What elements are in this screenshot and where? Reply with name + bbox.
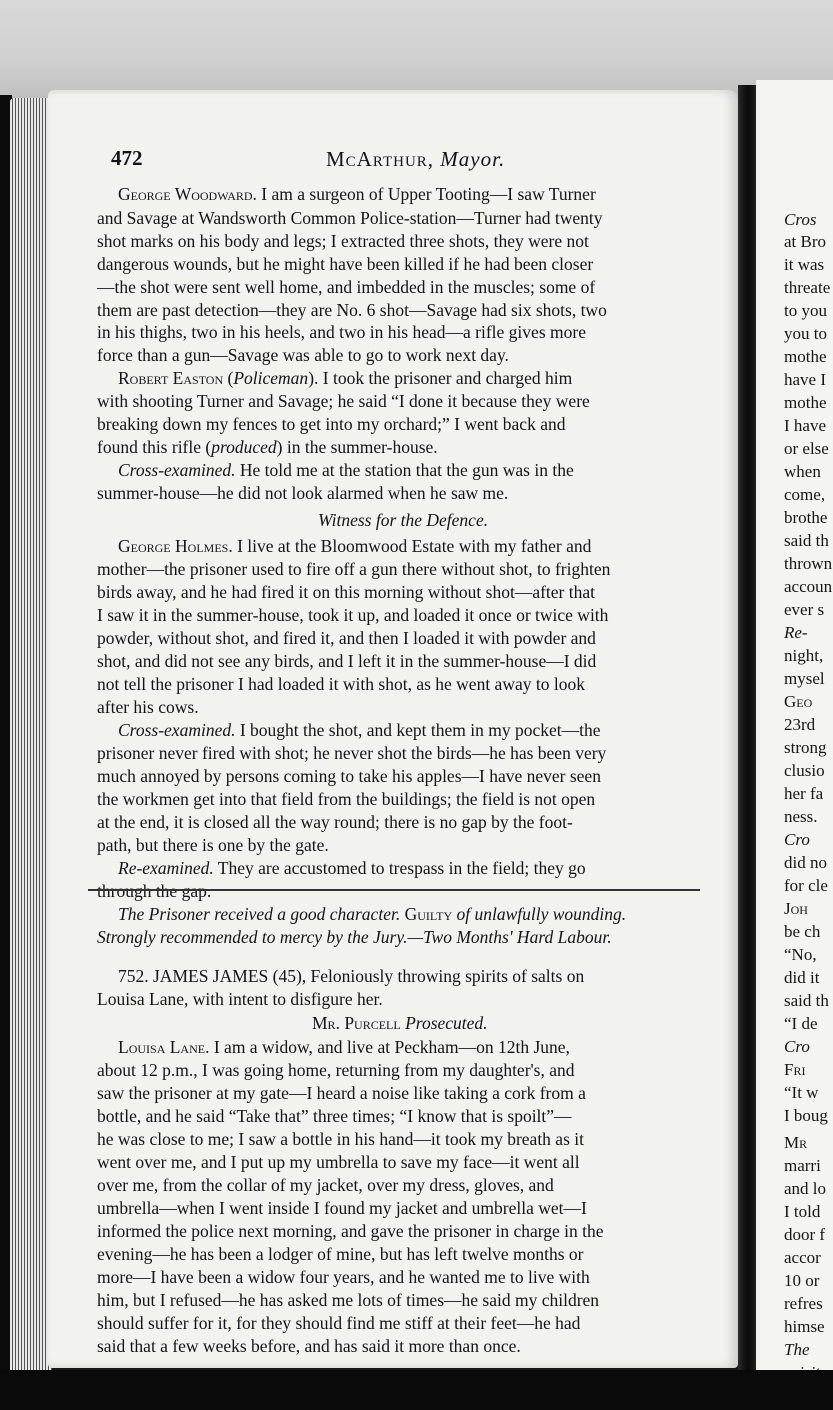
text-span: Robert Easton [118, 368, 224, 388]
text-span: He told me at the station that the gun was in the [235, 460, 574, 480]
text-span: prisoner never fired with shot; he never shot the birds—he has been very [97, 743, 607, 763]
text-span: ) in the summer-house. [276, 437, 438, 457]
facing-page-line: “I de [784, 1014, 818, 1033]
book-page-edges [10, 98, 52, 1383]
text-span: Strongly recommended to mercy by the Jury.—Two Months' Hard Labour. [97, 927, 612, 947]
facing-page-line: it was [784, 255, 825, 274]
text-span: him, but I refused—he has asked me lots of times—he said my children [97, 1290, 600, 1310]
text-line [97, 628, 596, 648]
text-span: birds away, and he had fired it on this morning without shot—after that [97, 582, 595, 602]
text-span: George Holmes. [118, 536, 233, 556]
scanner-bottom [0, 1370, 833, 1410]
text-line [97, 322, 586, 342]
facing-page-line: mysel [784, 669, 825, 688]
text-span: at the end, it is closed all the way round; there is no gap by the foot- [97, 812, 573, 832]
text-span: summer-house—he did not look alarmed when he saw me. [97, 483, 509, 503]
facing-page-line: Re- [784, 623, 808, 642]
text-line [97, 345, 509, 365]
facing-page-line: said th [784, 991, 829, 1010]
facing-page-line: The [784, 1340, 810, 1359]
text-span: Witness for the Defence. [318, 510, 489, 530]
text-line [97, 989, 383, 1009]
facing-page-line: Cros [784, 210, 817, 229]
facing-page-line: mothe [784, 393, 827, 412]
facing-page-line: 10 or [784, 1271, 820, 1290]
page-number: 472 [111, 146, 143, 170]
text-line [97, 835, 329, 855]
text-line [97, 697, 199, 717]
text-span: more—I have been a widow four years, and he wanted me to live with [97, 1267, 590, 1287]
text-span: with shooting Turner and Savage; he said “I done it because they were [97, 391, 590, 411]
text-span: shot marks on his body and legs; I extracted three shots, they were not [97, 231, 589, 251]
text-span: in his thighs, two in his heels, and two in his head—a rifle gives more [97, 322, 586, 342]
text-span: Louisa Lane. [118, 1037, 210, 1057]
text-line [97, 927, 612, 947]
facing-page-line: come, [784, 485, 826, 504]
text-line [97, 789, 595, 809]
facing-page-line: or else [784, 439, 829, 458]
book-gutter [738, 85, 758, 1375]
facing-page-line: night, [784, 646, 824, 665]
facing-page-line: when [784, 462, 821, 481]
text-span: mother—the prisoner used to fire off a gun there without shot, to frighten [97, 559, 611, 579]
facing-page-line: her fa [784, 784, 824, 803]
text-line [118, 904, 626, 924]
text-line [118, 1037, 570, 1057]
text-span: produced [211, 437, 277, 457]
facing-page-line: threate [784, 278, 831, 297]
text-span: 752. JAMES JAMES (45), Feloniously throwing spirits of salts on [118, 966, 585, 986]
facing-page-line: Mr [784, 1133, 808, 1152]
text-span: I live at the Bloomwood Estate with my father and [232, 536, 592, 556]
text-span: found this rifle ( [97, 437, 212, 457]
text-span: shot, and did not see any birds, and I left it in the summer-house—I did [97, 651, 597, 671]
facing-page-line: Cro [784, 1037, 810, 1056]
text-span: I am a surgeon of Upper Tooting—I saw Turner [256, 184, 596, 204]
text-span: Cross-examined. [118, 720, 236, 740]
text-line [97, 208, 603, 228]
text-line [97, 437, 438, 457]
text-span: saw the prisoner at my gate—I heard a noise like taking a cork from a [97, 1083, 586, 1103]
text-span: should suffer for it, for they should find me stiff at their feet—he had [97, 1313, 581, 1333]
facing-page-line: thrown [784, 554, 833, 573]
text-span: about 12 p.m., I was going home, returning from my daughter's, and [97, 1060, 575, 1080]
text-line [97, 1152, 580, 1172]
text-span: ). I took the prisoner and charged him [308, 368, 573, 388]
section-rule [88, 889, 700, 891]
facing-page-line: ness. [784, 807, 818, 826]
text-line [97, 674, 585, 694]
facing-page-line: brothe [784, 508, 828, 527]
text-span: said that a few weeks before, and has said it more than once. [97, 1336, 521, 1356]
text-span: he was close to me; I saw a bottle in his hand—it took my breath as it [97, 1129, 584, 1149]
text-span: Louisa Lane, with intent to disfigure her. [97, 989, 383, 1009]
text-line [118, 720, 600, 740]
text-span: informed the police next morning, and gave the prisoner in charge in the [97, 1221, 604, 1241]
text-line [97, 391, 590, 411]
facing-page-line: Cro [784, 830, 810, 849]
facing-page-line: I have [784, 416, 827, 435]
facing-page-line: himse [784, 1317, 825, 1336]
text-line [97, 559, 610, 579]
text-line [97, 483, 508, 503]
text-line [97, 1129, 584, 1149]
text-span: breaking down my fences to get into my orchard;” I went back and [97, 414, 566, 434]
text-line [97, 881, 211, 901]
text-line [97, 582, 595, 602]
facing-page-line: refres [784, 1294, 823, 1313]
text-line [97, 1244, 583, 1264]
text-line [97, 1313, 580, 1333]
text-span: I bought the shot, and kept them in my pocket—the [235, 720, 601, 740]
text-span: Mr. Purcell [312, 1013, 401, 1033]
text-span: and Savage at Wandsworth Common Police-station—Turner had twenty [97, 208, 603, 228]
facing-page-line: Fri [784, 1060, 806, 1079]
text-line [97, 743, 606, 763]
facing-page-line: be ch [784, 922, 821, 941]
facing-page-line: I told [784, 1202, 821, 1221]
text-line [118, 460, 574, 480]
text-line [97, 254, 593, 274]
facing-page-line: did it [784, 968, 820, 987]
text-span: George Woodward. [118, 184, 257, 204]
facing-page-line: accoun [784, 577, 833, 596]
text-span: the workmen get into that field from the buildings; the field is not open [97, 789, 596, 809]
text-span: went over me, and I put up my umbrella to save my face—it went all [97, 1152, 580, 1172]
text-span: —the shot were sent well home, and imbedded in the muscles; some of [97, 277, 596, 297]
text-span: over me, from the collar of my jacket, over my dress, gloves, and [97, 1175, 554, 1195]
running-title [326, 149, 505, 169]
text-span: Policeman [233, 368, 309, 388]
text-line [318, 510, 488, 530]
text-span: bottle, and he said “Take that” three times; “I know that is spoilt”— [97, 1106, 572, 1126]
text-line [118, 536, 591, 556]
text-span: umbrella—when I went inside I found my jacket and umbrella wet—I [97, 1198, 587, 1218]
text-span: path, but there is one by the gate. [97, 835, 329, 855]
facing-page-line: said th [784, 531, 829, 550]
text-span: ( [223, 368, 234, 388]
facing-page-line: door f [784, 1225, 826, 1244]
text-line [97, 812, 573, 832]
facing-page-line: did no [784, 853, 827, 872]
text-line [97, 651, 596, 671]
text-span: powder, without shot, and fired it, and then I loaded it with powder and [97, 628, 596, 648]
text-span: Guilty [404, 904, 453, 924]
text-line [97, 414, 565, 434]
text-span: through the gap. [97, 881, 212, 901]
text-span: force than a gun—Savage was able to go to work next day. [97, 345, 509, 365]
facing-page-line: marri [784, 1156, 821, 1175]
text-line [97, 1336, 521, 1356]
facing-page-line: mothe [784, 347, 827, 366]
text-span: I am a widow, and live at Peckham—on 12th June, [209, 1037, 570, 1057]
text-line [97, 1221, 604, 1241]
text-span: The Prisoner received a good character. [118, 904, 401, 924]
text-span: dangerous wounds, but he might have been killed if he had been closer [97, 254, 594, 274]
text-line [97, 1106, 572, 1126]
text-span: of unlawfully wounding. [456, 904, 627, 924]
facing-page-line: strong [784, 738, 827, 757]
text-line [97, 231, 589, 251]
text-line [97, 1175, 554, 1195]
text-span: Cross-examined. [118, 460, 236, 480]
text-line [118, 184, 596, 204]
facing-page-line: I boug [784, 1106, 828, 1125]
text-span: Re-examined. [118, 858, 214, 878]
text-line [97, 766, 601, 786]
text-line [97, 605, 608, 625]
text-line [97, 1290, 599, 1310]
facing-page-line: at Bro [784, 232, 827, 251]
facing-page-line: ever s [784, 600, 825, 619]
text-line [97, 1267, 590, 1287]
facing-page-line: clusio [784, 761, 825, 780]
text-span: Prosecuted. [405, 1013, 488, 1033]
text-span: after his cows. [97, 697, 199, 717]
facing-page-line: 23rd [784, 715, 816, 734]
text-line [97, 277, 595, 297]
text-line [118, 368, 572, 388]
text-line [118, 966, 584, 986]
facing-page-line: to you [784, 301, 827, 320]
facing-page-line: and lo [784, 1179, 827, 1198]
text-line [97, 1060, 575, 1080]
facing-page-line: accor [784, 1248, 821, 1267]
text-span: They are accustomed to trespass in the field; they go [213, 858, 586, 878]
text-span: them are past detection—they are No. 6 shot—Savage had six shots, two [97, 300, 607, 320]
text-span: I saw it in the summer-house, took it up, and loaded it once or twice with [97, 605, 609, 625]
text-span: not tell the prisoner I had loaded it with shot, as he went away to look [97, 674, 585, 694]
text-line [97, 1083, 586, 1103]
facing-page [756, 80, 833, 1380]
facing-page-line: you to [784, 324, 827, 343]
running-title-office: Mayor. [434, 147, 506, 171]
facing-page-line: Geo [784, 692, 813, 711]
facing-page-line: have I [784, 370, 827, 389]
text-span: much annoyed by persons coming to take his apples—I have never seen [97, 766, 601, 786]
text-line [97, 1198, 587, 1218]
running-title-name: McArthur, [326, 147, 435, 171]
facing-page-line: Joh [784, 899, 808, 918]
text-line [118, 858, 586, 878]
text-line [312, 1013, 488, 1033]
facing-page-line: for cle [784, 876, 828, 895]
facing-page-line: “It w [784, 1083, 819, 1102]
text-span: evening—he has been a lodger of mine, but has left twelve months or [97, 1244, 584, 1264]
text-line [97, 300, 607, 320]
facing-page-line: “No, [784, 945, 817, 964]
